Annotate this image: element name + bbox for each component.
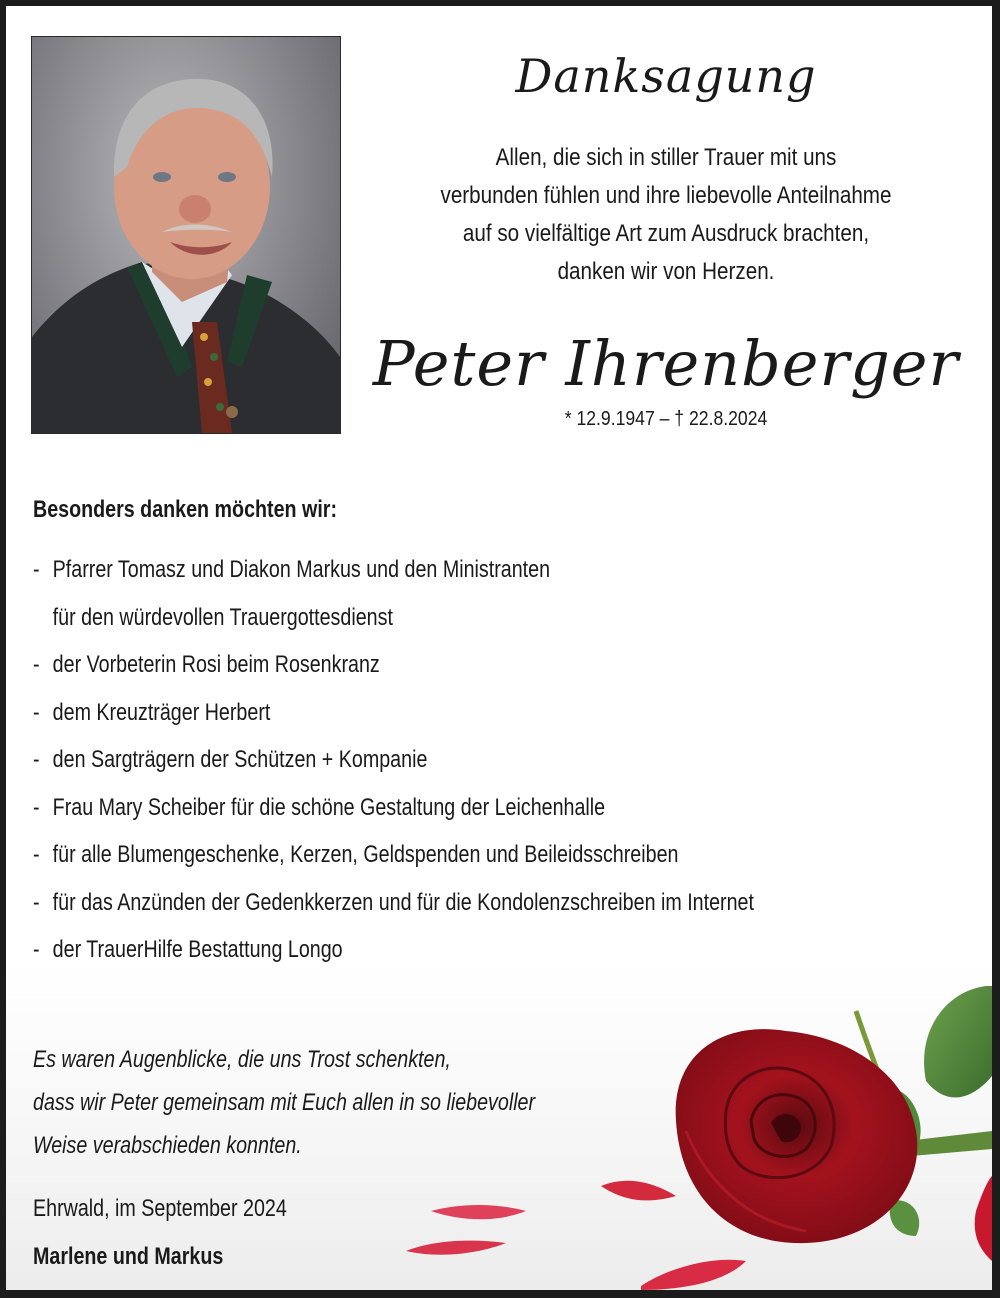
bullet-dash: - [33,556,40,583]
list-item [33,546,754,594]
bullet-dash: - [33,793,40,821]
list-item-text: Pfarrer Tomasz und Diakon Markus und den Ministranten [52,556,551,583]
list-item-text: der Vorbeterin Rosi beim Rosenkranz [52,651,380,678]
closing-line: dass wir Peter gemeinsam mit Euch allen in so liebevoller [33,1089,536,1116]
petal [601,1181,676,1201]
list-item [33,689,754,737]
bullet-dash: - [33,888,40,916]
list-item-text: Frau Mary Scheiber für die schöne Gestaltung der Leichenhalle [52,793,606,821]
petal [975,1176,992,1261]
petal [406,1241,506,1255]
heading-danksagung: Danksagung [515,49,817,103]
list-item-text: den Sargträgern der Schützen + Kompanie [52,746,428,773]
list-item [33,926,754,974]
closing-text [33,1038,535,1167]
intro-line: auf so vielfältige Art zum Ausdruck brachten, [462,220,870,247]
list-item-text: der TrauerHilfe Bestattung Longo [52,936,343,963]
list-item-text: für das Anzünden der Gedenkkerzen und für die Kondolenzschreiben im Internet [52,888,754,916]
leaf [890,1200,919,1236]
intro-line: Allen, die sich in stiller Trauer mit uns [495,144,837,171]
thanks-list [33,546,754,974]
leaf [924,986,992,1097]
bullet-dash: - [33,698,40,726]
list-item [33,831,754,879]
intro-line: verbunden fühlen und ihre liebevolle Anteilnahme [440,182,892,209]
closing-line: Weise verabschieden konnten. [33,1132,302,1159]
portrait-photo [31,36,341,434]
list-item-text: dem Kreuzträger Herbert [52,698,271,726]
list-item-continuation [33,594,754,642]
obituary-card [6,6,992,1290]
closing-line: Es waren Augenblicke, die uns Trost schenkten, [33,1046,451,1073]
signature: Marlene und Markus [33,1243,224,1270]
list-item [33,879,754,927]
life-dates: * 12.9.1947 – † 22.8.2024 [564,408,768,430]
bullet-dash: - [33,651,40,678]
place-date: Ehrwald, im September 2024 [33,1195,287,1222]
intro-text [391,139,941,291]
petal [641,1260,746,1290]
list-item [33,641,754,689]
list-item-text: für den würdevollen Trauergottesdienst [52,603,393,631]
bullet-dash: - [33,746,40,773]
intro-line: danken wir von Herzen. [557,258,775,285]
list-item [33,736,754,784]
bullet-dash: - [33,936,40,963]
list-item-text: für alle Blumengeschenke, Kerzen, Geldspenden und Beileidsschreiben [52,841,679,868]
thanks-heading: Besonders danken möchten wir: [33,496,338,523]
deceased-name: Peter Ihrenberger [372,327,960,400]
petal [431,1205,526,1219]
bullet-dash: - [33,841,40,868]
portrait-illustration [32,37,340,433]
list-item [33,784,754,832]
